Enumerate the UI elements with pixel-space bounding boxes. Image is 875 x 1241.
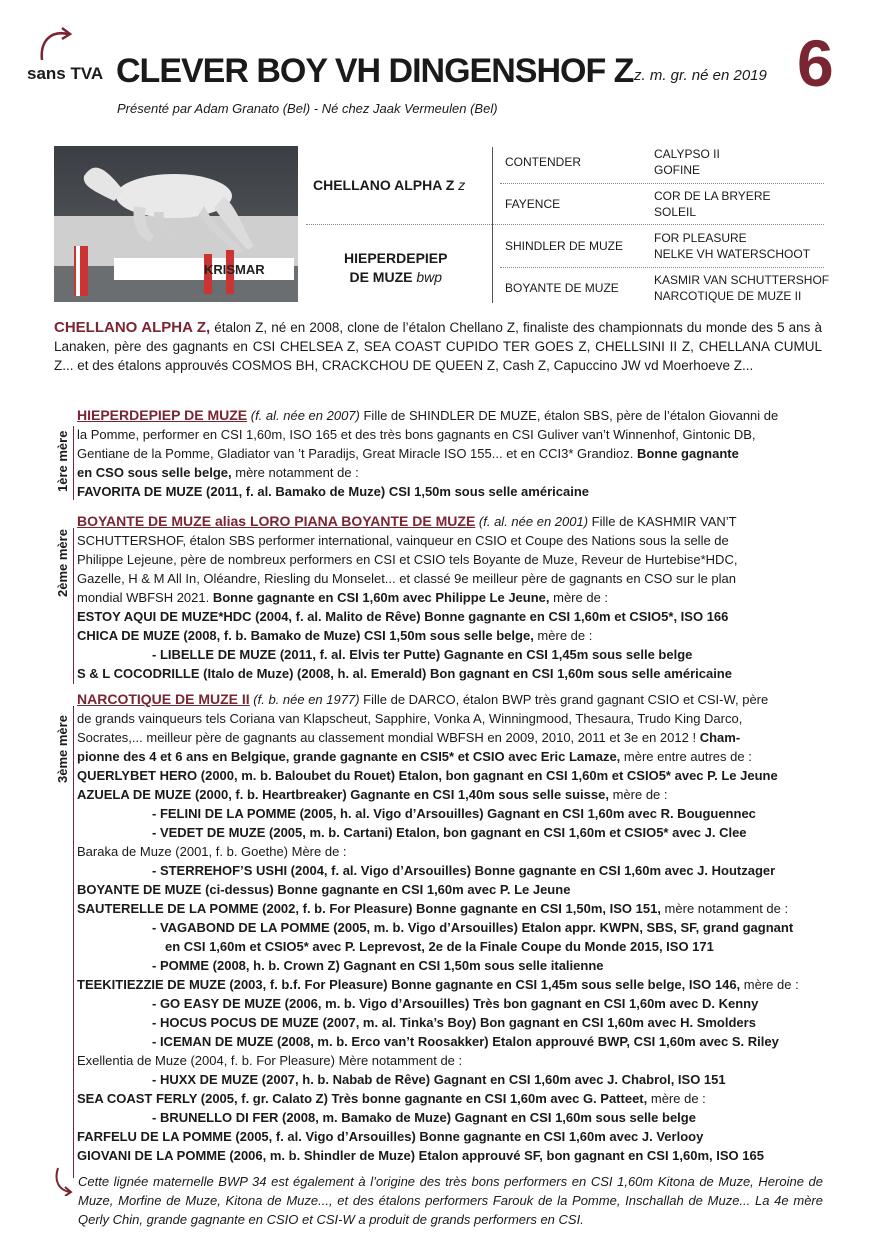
bold-text: - POMME (2008, h. b. Crown Z) Gagnant en CSI 1,50m sous selle italienne <box>152 958 604 973</box>
bold-text: SEA COAST FERLY (2005, f. gr. Calato Z) Très bonne gagnante en CSI 1,60m avec G. Patteet, <box>77 1091 648 1106</box>
plain-text: Baraka de Muze (2001, f. b. Goethe) Mère de : <box>77 844 347 859</box>
pedigree-text-line <box>77 1127 822 1146</box>
plain-text: SCHUTTERSHOF, étalon SBS performer international, vainqueur en CSIO et Coupe des Nations sous la selle de <box>77 533 729 548</box>
pedigree-text-line <box>77 444 822 463</box>
plain-text: Fille de SHINDLER DE MUZE, étalon SBS, père de l’étalon Giovanni de <box>363 408 779 423</box>
dam-birth-info: (f. al. née en 2007) <box>247 408 364 423</box>
pedigree-sire: CHELLANO ALPHA Z z <box>313 177 466 193</box>
pedigree-text-line <box>77 664 822 683</box>
pedigree-text-line <box>77 1089 822 1108</box>
plain-text: mère notamment de : <box>660 901 789 916</box>
dam-name: BOYANTE DE MUZE alias LORO PIANA BOYANTE DE MUZE <box>77 513 476 529</box>
dam3-label: 3ème mère <box>55 715 70 783</box>
plain-text: mère notamment de : <box>231 465 359 480</box>
plain-text: Philippe Lejeune, père de nombreux performers en CSI et CSIO tels Boyante de Muze, Reveur de Hurtebise*HDC, <box>77 552 738 567</box>
curved-arrow-icon <box>38 24 78 64</box>
plain-text: de grands vainqueurs tels Coriana van Klapscheut, Sapphire, Vonka A, Winningmood, Thesaura, Trudo King Darco, <box>77 711 743 726</box>
pedigree-grandparent: BOYANTE DE MUZE <box>505 281 619 295</box>
pedigree-text-line <box>77 1032 822 1051</box>
pedigree-text-line <box>77 842 822 861</box>
pedigree-text-line <box>77 425 822 444</box>
dam3-bracket <box>73 706 74 1178</box>
pedigree-text-line <box>77 463 822 482</box>
pedigree-grandparent: FAYENCE <box>505 197 561 211</box>
pedigree-text-line <box>77 512 822 531</box>
presenter-line: Présenté par Adam Granato (Bel) - Né chez Jaak Vermeulen (Bel) <box>117 101 498 116</box>
bold-text: - ICEMAN DE MUZE (2008, m. b. Erco van’t Roosakker) Etalon approuvé BWP, CSI 1,60m avec S. Riley <box>152 1034 779 1049</box>
maternal-line-note: Cette lignée maternelle BWP 34 est également à l’origine des très bons performers en CSI 1,60m Kitona de Muze, Heroine de Muze, Morfine de Muze, Kitona de Muze..., et des étalons performers Farouk de la Pomme, Inschallah de Muze... La 4e mère Qerly Chin, grande gagnante en CSIO et CSI-W a produit de grands performers en CSI. <box>78 1174 823 1227</box>
plain-text: Fille de DARCO, étalon BWP très grand gagnant CSIO et CSI-W, père <box>363 692 769 707</box>
bold-text: pionne des 4 et 6 ans en Belgique, grande gagnante en CSI5* et CSIO avec Eric Lamaze, <box>77 749 621 764</box>
pedigree-text-line <box>77 861 822 880</box>
dam3-section <box>77 690 822 1165</box>
pedigree-text-line <box>77 607 822 626</box>
plain-text: Gentiane de la Pomme, Gladiator van ’t Paradijs, Great Miracle ISO 155... et en CCI3* Grandioz. <box>77 446 637 461</box>
pedigree-text-line <box>77 1070 822 1089</box>
dam-name: NARCOTIQUE DE MUZE II <box>77 691 250 707</box>
pedigree-text-line <box>77 1146 822 1165</box>
bold-text: ESTOY AQUI DE MUZE*HDC (2004, f. al. Malito de Rêve) Bonne gagnante en CSI 1,60m et CSIO5*, ISO 166 <box>77 609 729 624</box>
plain-text: mère de : <box>740 977 799 992</box>
pedigree-text-line <box>77 747 822 766</box>
plain-text: mère entre autres de : <box>620 749 752 764</box>
sire-description: CHELLANO ALPHA Z, étalon Z, né en 2008, clone de l’étalon Chellano Z, finaliste des championnats du monde des 5 ans à Lanaken, père des gagnants en CSI CHELSEA Z, SEA COAST CUPIDO TER GOES Z, CHELLSINI II Z, CHELLANA CUMUL Z... et des étalons approuvés COSMOS BH, CRACKCHOU DE QUEEN Z, Cash Z, Capuccino JW vd Moerhoeve Z... <box>54 319 823 373</box>
dam2-bracket <box>73 528 74 684</box>
plain-text: la Pomme, performer en CSI 1,60m, ISO 165 et des très bons gagnants en CSI Guliver van’t Winnenhof, Gintonic DB, <box>77 427 756 442</box>
bold-text: - VAGABOND DE LA POMME (2005, m. b. Vigo d’Arsouilles) Etalon appr. KWPN, SBS, SF, grand gagnant <box>152 920 794 935</box>
horse-photo <box>54 146 298 302</box>
bold-text: - VEDET DE MUZE (2005, m. b. Cartani) Etalon, bon gagnant en CSI 1,60m et CSIO5* avec J. Clee <box>152 825 747 840</box>
pedigree-text-line <box>77 880 822 899</box>
pedigree-grandparent: SHINDLER DE MUZE <box>505 239 624 253</box>
pedigree-text-line <box>77 975 822 994</box>
pedigree-text-line <box>77 956 822 975</box>
pedigree-great-grandparents: CALYPSO II GOFINE <box>654 147 720 177</box>
plain-text: Fille de KASHMIR VAN’T <box>591 514 737 529</box>
bold-text: - HUXX DE MUZE (2007, h. b. Nabab de Rêve) Gagnant en CSI 1,60m avec J. Chabrol, ISO 151 <box>152 1072 726 1087</box>
dam-birth-info: (f. al. née en 2001) <box>475 514 592 529</box>
bold-text: CHICA DE MUZE (2008, f. b. Bamako de Muze) CSI 1,50m sous selle belge, <box>77 628 534 643</box>
pedigree-text-line <box>77 1013 822 1032</box>
vat-note: sans TVA <box>27 64 104 83</box>
pedigree-text-line <box>77 766 822 785</box>
pedigree-great-grandparents: COR DE LA BRYERE SOLEIL <box>654 189 771 219</box>
sponsor-banner: KRISMAR <box>204 262 265 277</box>
dam1-bracket <box>73 426 74 500</box>
pedigree-text-line <box>77 785 822 804</box>
plain-text: Exellentia de Muze (2004, f. b. For Pleasure) Mère notamment de : <box>77 1053 463 1068</box>
pedigree-text-line <box>77 937 822 956</box>
dam-name: HIEPERDEPIEP DE MUZE <box>77 407 248 423</box>
pedigree-text-line <box>77 550 822 569</box>
dam-birth-info: (f. b. née en 1977) <box>249 692 364 707</box>
pedigree-text-line <box>77 728 822 747</box>
bold-text: - GO EASY DE MUZE (2006, m. b. Vigo d’Arsouilles) Très bon gagnant en CSI 1,60m avec D. Kenny <box>152 996 759 1011</box>
pedigree-text-line <box>77 1051 822 1070</box>
pedigree-text-line <box>77 899 822 918</box>
bold-text: Bonne gagnante <box>636 446 739 461</box>
bold-text: en CSI 1,60m et CSIO5* avec P. Leprevost, 2e de la Finale Coupe du Monde 2015, ISO 171 <box>165 939 714 954</box>
plain-text: mère de : <box>549 590 609 605</box>
pedigree-text-line <box>77 626 822 645</box>
dam2-label: 2ème mère <box>55 529 70 597</box>
pedigree-bracket <box>492 147 493 303</box>
pedigree-text-line <box>77 823 822 842</box>
lot-number: 6 <box>797 26 834 100</box>
bold-text: en CSO sous selle belge, <box>77 465 232 480</box>
bold-text: - BRUNELLO DI FER (2008, m. Bamako de Muze) Gagnant en CSI 1,60m sous selle belge <box>152 1110 696 1125</box>
bold-text: SAUTERELLE DE LA POMME (2002, f. b. For Pleasure) Bonne gagnante en CSI 1,50m, ISO 151, <box>77 901 661 916</box>
pedigree-great-grandparents: KASMIR VAN SCHUTTERSHOF NARCOTIQUE DE MUZE II <box>654 273 830 303</box>
pedigree-divider <box>306 224 824 225</box>
pedigree-text-line <box>77 690 822 709</box>
curved-arrow-icon <box>52 1166 74 1196</box>
bold-text: Cham- <box>699 730 741 745</box>
pedigree-divider <box>500 267 824 268</box>
pedigree-text-line <box>77 804 822 823</box>
pedigree-text-line <box>77 569 822 588</box>
pedigree-text-line <box>77 482 822 501</box>
plain-text: mondial WBFSH 2021. <box>77 590 213 605</box>
horse-info: z. m. gr. né en 2019 <box>634 67 767 84</box>
bold-text: - STERREHOF’S USHI (2004, f. al. Vigo d’Arsouilles) Bonne gagnante en CSI 1,60m avec J. Houtzager <box>152 863 776 878</box>
pedigree-divider <box>500 183 824 184</box>
pedigree-text-line <box>77 406 822 425</box>
bold-text: GIOVANI DE LA POMME (2006, m. b. Shindler de Muze) Etalon approuvé SF, bon gagnant en CSI 1,60m, ISO 165 <box>77 1148 764 1163</box>
pedigree-grandparent: CONTENDER <box>505 155 582 169</box>
dam1-label: 1ère mère <box>55 430 70 492</box>
dam1-section <box>77 406 822 501</box>
pedigree-text-line <box>77 588 822 607</box>
pedigree-text-line <box>77 918 822 937</box>
bold-text: TEEKITIEZZIE DE MUZE (2003, f. b.f. For Pleasure) Bonne gagnante en CSI 1,45m sous selle belge, ISO 146, <box>77 977 741 992</box>
pedigree-text-line <box>77 709 822 728</box>
bold-text: Bonne gagnante en CSI 1,60m avec Philippe Le Jeune, <box>212 590 550 605</box>
bold-text: - LIBELLE DE MUZE (2011, f. al. Elvis ter Putte) Gagnante en CSI 1,45m sous selle belge <box>152 647 693 662</box>
bold-text: AZUELA DE MUZE (2000, f. b. Heartbreaker) Gagnante en CSI 1,40m sous selle suisse, <box>77 787 609 802</box>
dam2-section <box>77 512 822 683</box>
bold-text: BOYANTE DE MUZE (ci-dessus) Bonne gagnante en CSI 1,60m avec P. Le Jeune <box>77 882 571 897</box>
bold-text: QUERLYBET HERO (2000, m. b. Baloubet du Rouet) Etalon, bon gagnant en CSI 1,60m et CSIO5* avec P. Le Jeune <box>77 768 778 783</box>
bold-text: FAVORITA DE MUZE (2011, f. al. Bamako de Muze) CSI 1,50m sous selle américaine <box>77 484 589 499</box>
plain-text: mère de : <box>608 787 668 802</box>
pedigree-text-line <box>77 994 822 1013</box>
horse-name: CLEVER BOY VH DINGENSHOF Z <box>116 52 634 90</box>
plain-text: mère de : <box>647 1091 706 1106</box>
pedigree-text-line <box>77 531 822 550</box>
plain-text: Socrates,... meilleur père de gagnants au classement mondial WBFSH en 2009, 2010, 2011 et 3e en 2012 ! <box>77 730 700 745</box>
bold-text: - HOCUS POCUS DE MUZE (2007, m. al. Tinka’s Boy) Bon gagnant en CSI 1,60m avec H. Smolders <box>152 1015 756 1030</box>
bold-text: S & L COCODRILLE (Italo de Muze) (2008, h. al. Emerald) Bon gagnant en CSI 1,60m sous selle américaine <box>77 666 732 681</box>
pedigree-great-grandparents: FOR PLEASURE NELKE VH WATERSCHOOT <box>654 231 811 261</box>
pedigree-dam: HIEPERDEPIEP DE MUZE bwp <box>344 250 448 285</box>
bold-text: FARFELU DE LA POMME (2005, f. al. Vigo d’Arsouilles) Bonne gagnante en CSI 1,60m avec J. Verlooy <box>77 1129 704 1144</box>
plain-text: mère de : <box>533 628 593 643</box>
pedigree-text-line <box>77 645 822 664</box>
plain-text: Gazelle, H & M All In, Oléandre, Riesling du Monselet... et classé 9e meilleur père de gagnants en CSO sur le plan <box>77 571 737 586</box>
pedigree-text-line <box>77 1108 822 1127</box>
bold-text: - FELINI DE LA POMME (2005, h. al. Vigo d’Arsouilles) Gagnant en CSI 1,60m avec R. Bouguennec <box>152 806 756 821</box>
